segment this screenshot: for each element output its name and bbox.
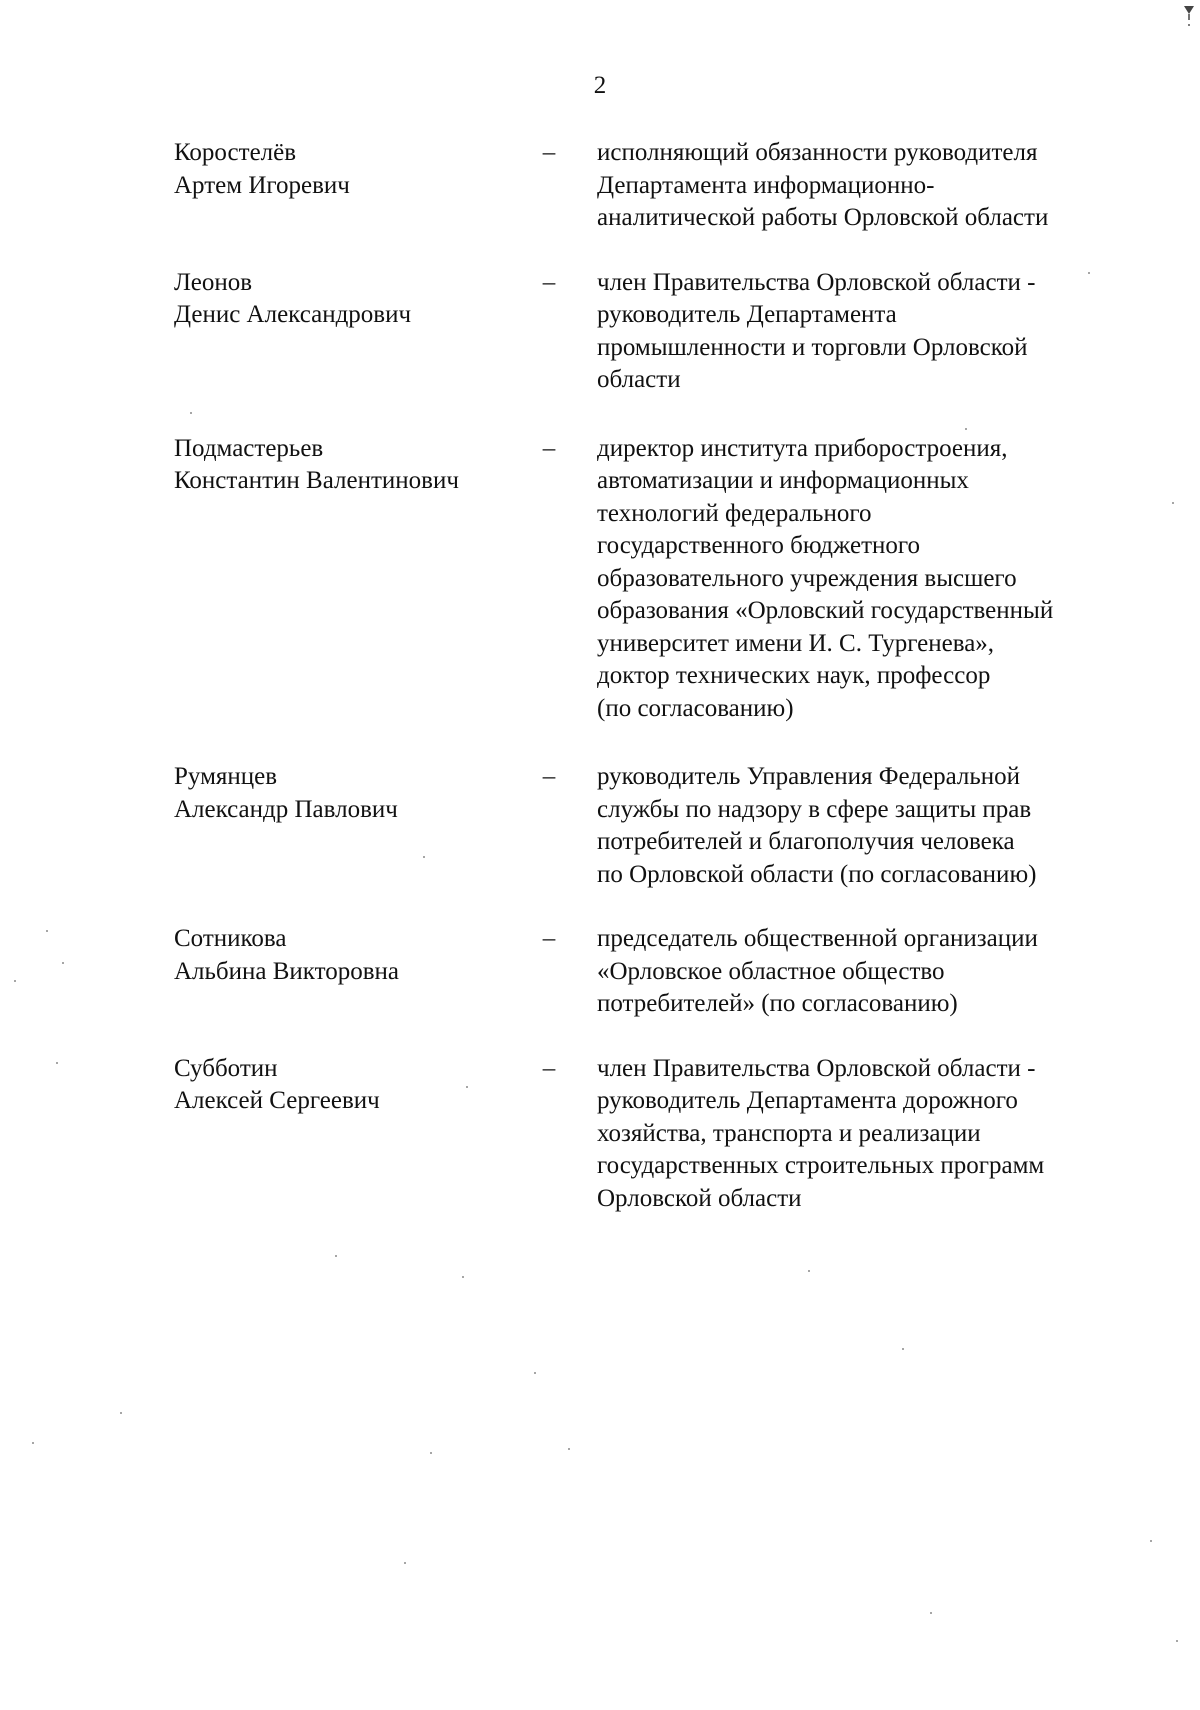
member-surname: Подмастерьев xyxy=(174,434,324,462)
position-line: университет имени И. С. Тургенева», xyxy=(597,629,995,657)
member-position xyxy=(597,137,1137,235)
scan-speck xyxy=(808,1270,810,1272)
member-entry xyxy=(0,923,1200,1021)
scan-speck xyxy=(1088,272,1090,274)
member-entry xyxy=(0,433,1200,726)
position-line: руководитель Управления Федеральной xyxy=(597,763,1021,790)
member-given-names: Альбина Викторовна xyxy=(174,957,399,985)
member-surname: Коростелёв xyxy=(174,139,297,166)
member-position xyxy=(597,433,1137,726)
position-line: «Орловское областное общество xyxy=(597,957,945,985)
member-dash: – xyxy=(542,925,556,952)
position-line: автоматизации и информационных xyxy=(597,467,969,494)
member-surname: Субботин xyxy=(174,1054,278,1082)
position-line: исполняющий обязанности руководителя xyxy=(597,139,1038,166)
scan-corner-mark xyxy=(1182,0,1196,30)
scan-speck xyxy=(62,962,64,964)
member-entry xyxy=(0,1053,1200,1216)
position-line: руководитель Департамента дорожного xyxy=(597,1087,1018,1114)
position-line: образовательного учреждения высшего xyxy=(597,564,1017,592)
member-entry xyxy=(0,137,1200,235)
scan-speck xyxy=(1150,1540,1152,1542)
position-line: Орловской области xyxy=(597,1184,802,1212)
member-name xyxy=(174,761,514,826)
scan-speck xyxy=(423,856,425,858)
scan-speck xyxy=(462,1276,464,1278)
scan-speck xyxy=(46,930,48,932)
scan-speck xyxy=(466,1086,468,1088)
scan-speck xyxy=(335,1255,337,1257)
position-line: области xyxy=(597,366,681,393)
member-position xyxy=(597,1053,1137,1216)
position-line: промышленности и торговли Орловской xyxy=(597,333,1028,361)
position-line: руководитель Департамента xyxy=(597,301,897,328)
scan-speck xyxy=(120,1412,122,1414)
position-line: член Правительства Орловской области - xyxy=(597,1054,1036,1082)
scan-speck xyxy=(430,1452,432,1454)
position-line: потребителей и благополучия человека xyxy=(597,828,1015,855)
member-given-names: Артем Игоревич xyxy=(174,171,350,199)
position-line: директор института приборостроения, xyxy=(597,434,1008,462)
scan-speck xyxy=(534,1372,536,1374)
position-line: аналитической работы Орловской области xyxy=(597,204,1049,231)
member-entry xyxy=(0,761,1200,891)
scan-speck xyxy=(32,1442,34,1444)
member-name xyxy=(174,1053,514,1118)
member-surname: Леонов xyxy=(174,268,253,296)
member-entry xyxy=(0,267,1200,397)
scan-speck xyxy=(902,1348,904,1350)
member-name xyxy=(174,267,514,332)
member-dash: – xyxy=(542,139,556,166)
scan-speck xyxy=(56,1062,58,1064)
position-line: член Правительства Орловской области - xyxy=(597,268,1036,296)
position-line: технологий федерального xyxy=(597,499,872,527)
member-surname: Румянцев xyxy=(174,763,278,790)
page-number: 2 xyxy=(593,72,607,99)
scan-speck xyxy=(568,1448,570,1450)
member-position xyxy=(597,267,1137,397)
member-dash: – xyxy=(542,268,556,296)
position-line: службы по надзору в сфере защиты прав xyxy=(597,795,1032,823)
member-given-names: Денис Александрович xyxy=(174,301,412,328)
position-line: по Орловской области (по согласованию) xyxy=(597,860,1037,888)
position-line: председатель общественной организации xyxy=(597,925,1038,952)
scan-speck xyxy=(930,1612,932,1614)
member-given-names: Александр Павлович xyxy=(174,795,398,823)
member-dash: – xyxy=(542,1054,556,1082)
member-name xyxy=(174,433,514,498)
position-line: потребителей» (по согласованию) xyxy=(597,990,958,1017)
scan-speck xyxy=(14,980,16,982)
member-given-names: Константин Валентинович xyxy=(174,467,459,494)
member-list xyxy=(0,137,1200,1215)
position-line: образования «Орловский государственный xyxy=(597,597,1054,624)
member-dash: – xyxy=(542,763,556,790)
member-position xyxy=(597,761,1137,891)
position-line: государственного бюджетного xyxy=(597,532,920,559)
member-surname: Сотникова xyxy=(174,925,287,952)
member-name xyxy=(174,137,514,202)
position-line: государственных строительных программ xyxy=(597,1152,1045,1179)
position-line: Департамента информационно- xyxy=(597,171,935,199)
position-line: хозяйства, транспорта и реализации xyxy=(597,1119,981,1147)
member-dash: – xyxy=(542,434,556,462)
position-line: доктор технических наук, профессор xyxy=(597,662,991,689)
position-line: (по согласованию) xyxy=(597,694,794,722)
scan-speck xyxy=(965,428,967,430)
scan-speck xyxy=(1172,502,1174,504)
scan-speck xyxy=(1176,1640,1178,1642)
member-name xyxy=(174,923,514,988)
scan-speck xyxy=(190,412,192,414)
member-position xyxy=(597,923,1137,1021)
scan-speck xyxy=(404,1562,406,1564)
member-given-names: Алексей Сергеевич xyxy=(174,1087,380,1114)
